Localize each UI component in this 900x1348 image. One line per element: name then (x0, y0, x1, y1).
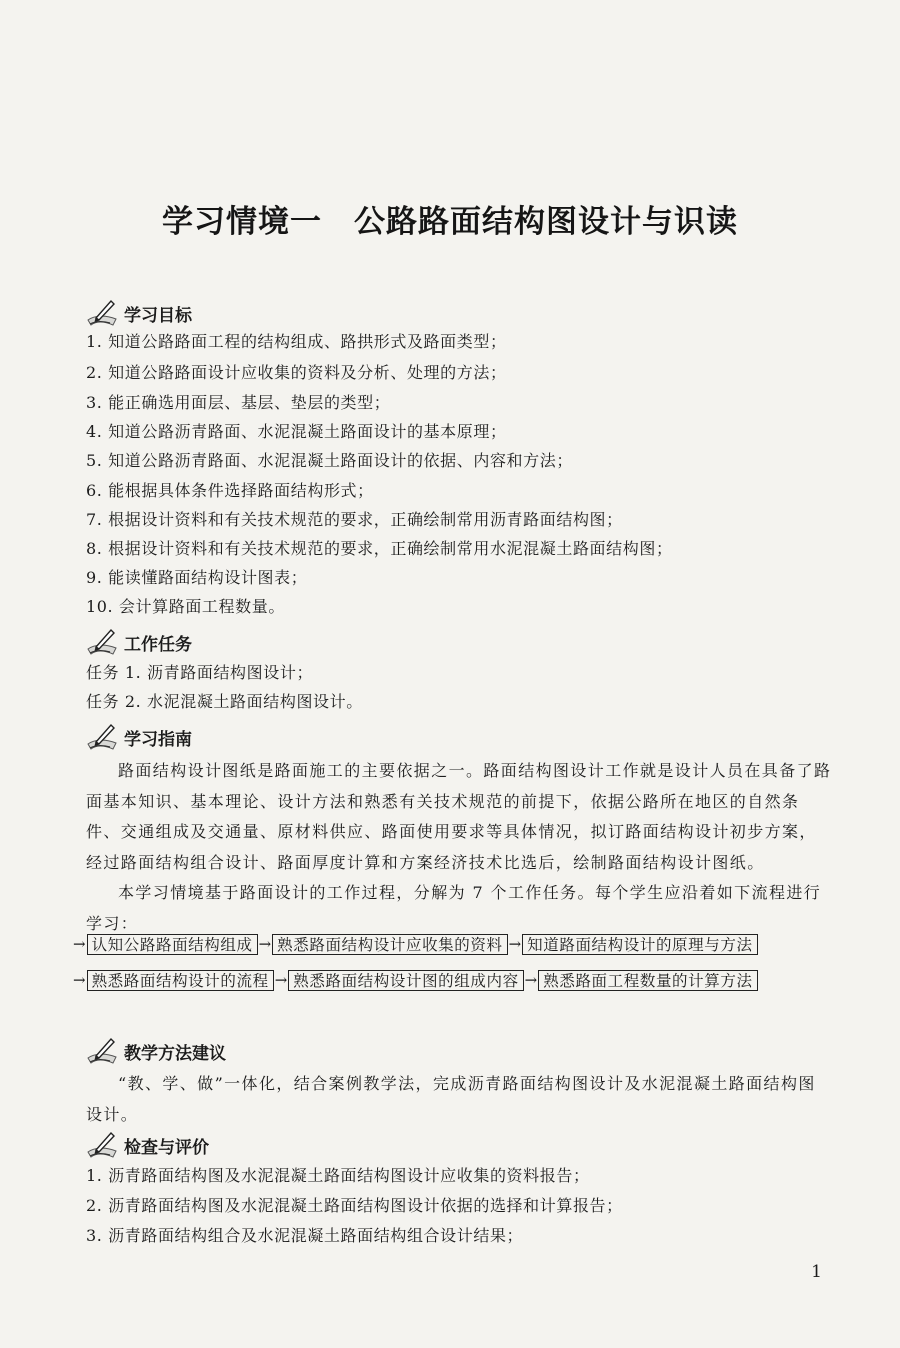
flow-step: 熟悉路面结构设计应收集的资料 (272, 934, 507, 955)
pen-on-paper-icon (86, 627, 118, 657)
pen-on-paper-icon (86, 1036, 118, 1066)
flow-arrow: → (274, 970, 288, 989)
flow-row (72, 968, 758, 992)
objective-item: 9. 能读懂路面结构设计图表； (86, 568, 308, 587)
flow-arrow: → (73, 970, 86, 989)
flow-arrow: → (258, 934, 272, 953)
page-number: 1 (811, 1262, 822, 1282)
section-heading: 教学方法建议 (124, 1043, 226, 1064)
task-item: 任务 1. 沥青路面结构图设计； (86, 663, 314, 682)
flow-arrow: → (73, 934, 86, 953)
objective-item: 3. 能正确选用面层、基层、垫层的类型； (86, 393, 391, 412)
section-objectives-header (86, 298, 192, 328)
flow-arrow: → (508, 934, 522, 953)
flow-step: 熟悉路面工程数量的计算方法 (538, 970, 757, 991)
objective-item: 6. 能根据具体条件选择路面结构形式； (86, 481, 374, 500)
section-evaluation-header (86, 1130, 209, 1160)
guide-paragraph: 路面结构设计图纸是路面施工的主要依据之一。路面结构图设计工作就是设计人员在具备了路面基本知识、基本理论、设计方法和熟悉有关技术规范的前提下，依据公路所在地区的自然条件、交通组成及交通量、原材料供应、路面使用要求等具体情况，拟订路面结构设计初步方案，经过路面结构组合设计、路面厚度计算和方案经济技术比选后，绘制路面结构设计图纸。 (86, 761, 832, 872)
chapter-title: 学习情境一 公路路面结构图设计与识读 (162, 204, 738, 240)
flow-step: 熟悉路面结构设计图的组成内容 (288, 970, 523, 991)
pen-on-paper-icon (86, 298, 118, 328)
evaluation-item: 1. 沥青路面结构图及水泥混凝土路面结构图设计应收集的资料报告； (86, 1166, 590, 1185)
section-tasks-header (86, 627, 192, 657)
section-methods-header (86, 1036, 226, 1066)
pen-on-paper-icon (86, 722, 118, 752)
objective-item: 10. 会计算路面工程数量。 (86, 597, 285, 616)
objective-item: 5. 知道公路沥青路面、水泥混凝土路面设计的依据、内容和方法； (86, 451, 573, 470)
flow-step: 认知公路路面结构组成 (87, 934, 258, 955)
evaluation-item: 3. 沥青路面结构组合及水泥混凝土路面结构组合设计结果； (86, 1226, 524, 1245)
objective-item: 2. 知道公路路面设计应收集的资料及分析、处理的方法； (86, 363, 507, 382)
objective-item: 7. 根据设计资料和有关技术规范的要求，正确绘制常用沥青路面结构图； (86, 510, 623, 529)
section-heading: 学习指南 (124, 729, 192, 750)
task-item: 任务 2. 水泥混凝土路面结构图设计。 (86, 692, 363, 711)
section-heading: 检查与评价 (124, 1137, 209, 1158)
section-guide-header (86, 722, 192, 752)
guide-paragraph: 本学习情境基于路面设计的工作过程，分解为 7 个工作任务。每个学生应沿着如下流程进行学习： (86, 883, 822, 933)
flow-row (72, 932, 758, 956)
objective-item: 4. 知道公路沥青路面、水泥混凝土路面设计的基本原理； (86, 422, 507, 441)
pen-on-paper-icon (86, 1130, 118, 1160)
evaluation-item: 2. 沥青路面结构图及水泥混凝土路面结构图设计依据的选择和计算报告； (86, 1196, 623, 1215)
section-heading: 学习目标 (124, 305, 192, 326)
methods-paragraph: “教、学、做”一体化，结合案例教学法，完成沥青路面结构图设计及水泥混凝土路面结构图设计。 (86, 1074, 816, 1124)
objective-item: 8. 根据设计资料和有关技术规范的要求，正确绘制常用水泥混凝土路面结构图； (86, 539, 673, 558)
objective-item: 1. 知道公路路面工程的结构组成、路拱形式及路面类型； (86, 332, 507, 351)
flow-step: 知道路面结构设计的原理与方法 (522, 934, 757, 955)
section-heading: 工作任务 (124, 634, 192, 655)
flow-step: 熟悉路面结构设计的流程 (87, 970, 274, 991)
flow-arrow: → (524, 970, 538, 989)
